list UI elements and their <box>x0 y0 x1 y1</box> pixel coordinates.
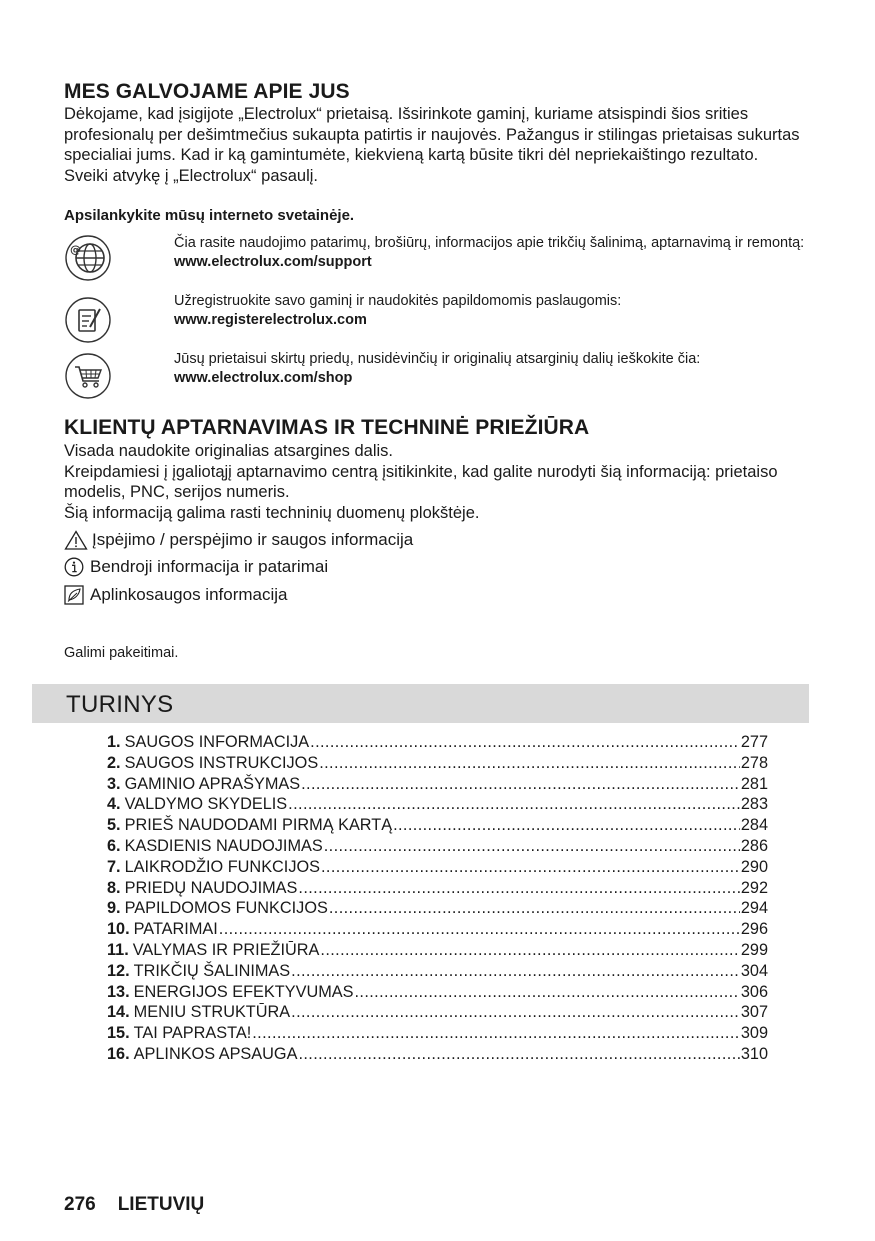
toc-leader-dots <box>319 754 740 773</box>
toc-item-number: 8. <box>107 878 121 897</box>
toc-item[interactable] <box>107 733 768 754</box>
toc-item-title: VALYMAS IR PRIEŽIŪRA <box>132 940 320 959</box>
service-line-1: Visada naudokite originalias atsargines dalis. <box>64 442 393 460</box>
web-link-shop <box>64 350 804 406</box>
toc-item-title: LAIKRODŽIO FUNKCIJOS <box>124 857 320 876</box>
toc-item-title: PRIEŠ NAUDODAMI PIRMĄ KARTĄ <box>124 816 393 835</box>
about-paragraph: Dėkojame, kad įsigijote „Electrolux“ prietaisą. Išsirinkote gaminį, kuriame atsispindi šios srities profesionalų per dešimtmečius sukaupta patirtis ir naujovės. Pažangus ir stilingas prietaisas sukurtas specialiai jums. Kad ir ką gamintumėte, kiekvieną kartą būsite tikri dėl nepriekaištingo rezultato. <box>64 105 800 164</box>
toc-leader-dots <box>310 733 740 752</box>
toc-item-number: 1. <box>107 733 121 751</box>
toc-item-number: 13. <box>107 982 130 1001</box>
legend-info-text: Bendroji informacija ir patarimai <box>90 557 329 576</box>
toc-leader-dots <box>219 920 740 939</box>
warning-icon <box>64 530 88 550</box>
toc-leader-dots <box>298 1045 739 1064</box>
info-icon <box>64 557 86 577</box>
toc-item-number: 11. <box>107 940 129 959</box>
toc-leader-dots <box>320 941 739 960</box>
toc-leader-dots <box>252 1024 740 1043</box>
toc-item-number: 6. <box>107 836 121 855</box>
legend-info <box>64 557 328 577</box>
toc-leader-dots <box>301 775 740 794</box>
toc-item-page: 277 <box>740 733 768 751</box>
toc-item[interactable] <box>107 1045 768 1066</box>
toc-item-title: PRIEDŲ NAUDOJIMAS <box>124 878 298 897</box>
shop-description: Jūsų prietaisui skirtų priedų, nusidėvinčių ir originalių atsarginių dalių ieškokite čia: <box>174 351 701 367</box>
toc-item-page: 304 <box>740 961 768 980</box>
toc-item[interactable] <box>107 858 768 879</box>
toc-leader-dots <box>324 837 740 856</box>
toc-item-page: 299 <box>740 940 768 959</box>
toc-item-page: 281 <box>740 774 768 793</box>
web-link-support <box>64 234 804 290</box>
toc-item-page: 283 <box>740 795 768 814</box>
toc-item-title: ENERGIJOS EFEKTYVUMAS <box>133 982 354 1001</box>
toc-item[interactable] <box>107 941 768 962</box>
toc-item-title: TRIKČIŲ ŠALINIMAS <box>133 961 291 980</box>
register-description: Užregistruokite savo gaminį ir naudokitės papildomomis paslaugomis: <box>174 293 622 309</box>
toc-item-title: APLINKOS APSAUGA <box>133 1044 298 1063</box>
visit-label: Apsilankykite mūsų interneto svetainėje. <box>64 207 355 224</box>
toc-item-page: 310 <box>740 1044 768 1063</box>
page-footer <box>64 1194 204 1216</box>
toc-item[interactable] <box>107 837 768 858</box>
toc-item[interactable] <box>107 920 768 941</box>
toc-item-title: KASDIENIS NAUDOJIMAS <box>124 836 323 855</box>
toc-item-number: 9. <box>107 899 121 918</box>
toc-item[interactable] <box>107 879 768 900</box>
toc-item-number: 3. <box>107 774 121 793</box>
toc-item-number: 4. <box>107 795 121 814</box>
toc-leader-dots <box>291 962 740 981</box>
about-text <box>64 104 809 186</box>
toc-leader-dots <box>354 983 739 1002</box>
legend-warning-text: Įspėjimo / perspėjimo ir saugos informacija <box>92 530 414 549</box>
toc-leader-dots <box>298 879 739 898</box>
legend-environment-text: Aplinkosaugos informacija <box>90 585 288 604</box>
footer-language: LIETUVIŲ <box>117 1194 205 1215</box>
legend-environment <box>64 585 288 605</box>
toc-item-number: 14. <box>107 1003 130 1022</box>
cart-icon <box>64 352 112 400</box>
shop-link[interactable]: www.electrolux.com/shop <box>174 370 353 386</box>
toc-item-page: 294 <box>740 899 768 918</box>
toc-leader-dots <box>321 858 740 877</box>
toc-item-number: 7. <box>107 857 121 876</box>
toc-item[interactable] <box>107 1003 768 1024</box>
toc-item[interactable] <box>107 775 768 796</box>
web-link-register <box>64 292 804 348</box>
toc-item-title: SAUGOS INFORMACIJA <box>124 733 310 751</box>
toc-item-title: TAI PAPRASTA! <box>133 1024 252 1043</box>
welcome-line: Sveiki atvykę į „Electrolux“ pasaulį. <box>64 166 319 185</box>
toc-item-page: 278 <box>740 753 768 772</box>
register-icon <box>64 296 112 344</box>
toc-title: TURINYS <box>66 691 174 718</box>
toc-item-number: 2. <box>107 753 121 772</box>
toc-header <box>32 684 809 723</box>
toc-item-number: 15. <box>107 1024 130 1043</box>
toc-leader-dots <box>288 795 740 814</box>
toc-item[interactable] <box>107 816 768 837</box>
toc-item-page: 306 <box>740 982 768 1001</box>
service-line-2: Kreipdamiesi į įgaliotąjį aptarnavimo centrą įsitikinkite, kad galite nurodyti šią informaciją: prietaiso modelis, PNC, serijos numeris. <box>64 462 778 501</box>
toc-item-page: 290 <box>740 857 768 876</box>
support-description: Čia rasite naudojimo patarimų, brošiūrų, informacijos apie trikčių šalinimą, aptarnavimą ir remontą: <box>174 235 805 251</box>
svg-text:@: @ <box>70 243 81 256</box>
toc-item[interactable] <box>107 962 768 983</box>
toc-item-page: 307 <box>740 1003 768 1022</box>
globe-icon <box>64 234 112 282</box>
page-number: 276 <box>64 1194 96 1215</box>
service-heading: KLIENTŲ APTARNAVIMAS IR TECHNINĖ PRIEŽIŪRA <box>64 416 590 439</box>
toc-item-number: 5. <box>107 816 121 835</box>
toc-item-page: 292 <box>740 878 768 897</box>
legend-warning <box>64 530 413 550</box>
toc-item-number: 12. <box>107 961 130 980</box>
toc-item[interactable] <box>107 754 768 775</box>
changes-note: Galimi pakeitimai. <box>64 645 179 661</box>
toc-item[interactable] <box>107 983 768 1004</box>
toc-item-page: 296 <box>740 920 768 939</box>
toc-item-number: 10. <box>107 920 130 939</box>
service-line-3: Šią informaciją galima rasti techninių duomenų plokštėje. <box>64 503 480 522</box>
toc-item-title: VALDYMO SKYDELIS <box>124 795 288 814</box>
toc-item[interactable] <box>107 795 768 816</box>
toc-item-number: 16. <box>107 1044 130 1063</box>
service-text <box>64 441 809 523</box>
toc-leader-dots <box>393 816 740 835</box>
support-link[interactable]: www.electrolux.com/support <box>174 254 372 270</box>
register-link[interactable]: www.registerelectrolux.com <box>174 312 367 328</box>
toc-item[interactable] <box>107 899 768 920</box>
toc-item-title: PAPILDOMOS FUNKCIJOS <box>124 899 328 918</box>
toc-item-title: SAUGOS INSTRUKCIJOS <box>124 753 319 772</box>
toc-item-title: GAMINIO APRAŠYMAS <box>124 774 301 793</box>
toc-item-page: 284 <box>740 816 768 835</box>
toc-leader-dots <box>291 1003 740 1022</box>
toc-leader-dots <box>329 899 740 918</box>
table-of-contents <box>107 733 768 1066</box>
toc-item-page: 286 <box>740 836 768 855</box>
toc-item-title: MENIU STRUKTŪRA <box>133 1003 291 1022</box>
leaf-icon <box>64 585 86 605</box>
about-heading: MES GALVOJAME APIE JUS <box>64 80 350 103</box>
toc-item[interactable] <box>107 1024 768 1045</box>
toc-item-title: PATARIMAI <box>133 920 218 939</box>
toc-item-page: 309 <box>740 1024 768 1043</box>
